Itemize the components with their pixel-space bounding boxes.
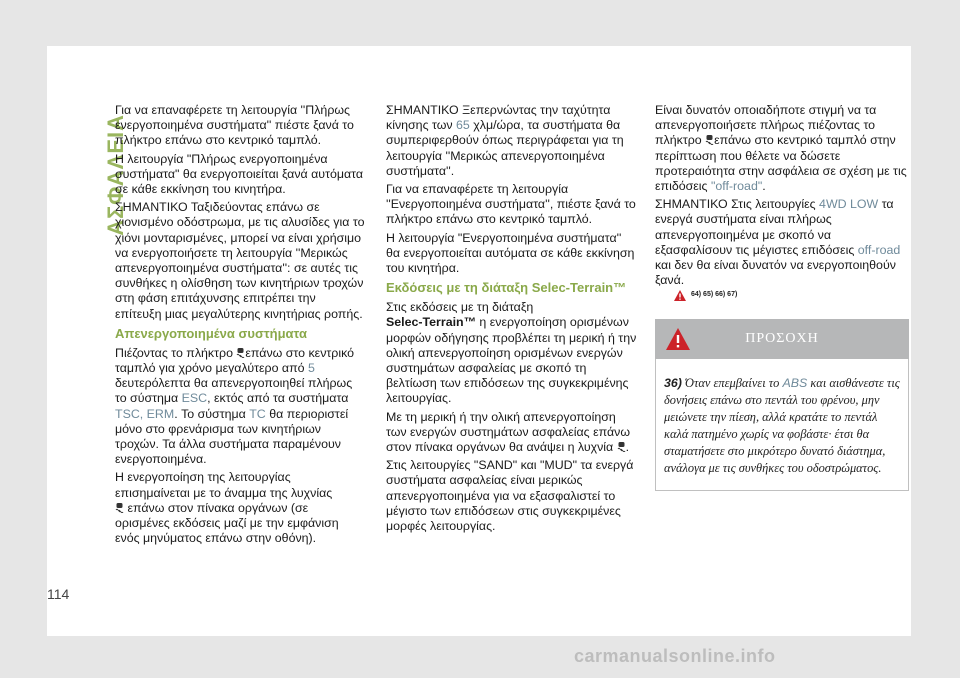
text: δευτερόλεπτα θα απενεργοποιηθεί πλήρως το σύστημα <box>115 376 353 406</box>
car-skid-icon <box>617 441 626 452</box>
text: επάνω στο κεντρικό ταμπλό για χρόνο μεγαλύτερο από <box>115 345 355 376</box>
car-skid-icon <box>705 134 714 145</box>
value: ESC <box>181 391 208 406</box>
section-tab <box>47 46 128 636</box>
warning-triangle-icon <box>673 289 687 302</box>
value: TSC, ERM <box>115 406 175 421</box>
text: Στις εκδόσεις με τη διάταξη <box>386 300 534 315</box>
paragraph <box>115 346 365 468</box>
warning-header <box>655 319 909 359</box>
warning-box <box>655 319 909 491</box>
text: . Το σύστημα <box>174 406 250 421</box>
paragraph: Η λειτουργία "Πλήρως ενεργοποιημένα συστήματα" θα ενεργοποιείται ξανά αυτόματα σε κάθε εκκίνηση του κινητήρα. <box>115 151 364 197</box>
column-1 <box>115 103 365 549</box>
paragraph <box>386 103 638 179</box>
paragraph <box>386 300 638 406</box>
text: Όταν επεμβαίνει το <box>681 376 783 390</box>
text: . <box>762 179 766 194</box>
value: ABS <box>782 376 808 390</box>
value: "off-road" <box>710 179 763 194</box>
reference-numbers: 64) 65) 66) 67) <box>691 291 738 299</box>
text: επάνω στο κεντρικό ταμπλό στην περίπτωση που θέλετε να δώσετε προτεραιότητα στην ασφάλεια σε σχέση με τις επιδόσεις <box>655 133 907 194</box>
text: χλμ/ώρα, τα συστήματα θα συμπεριφερθούν όπως περιγράφεται για τη λειτουργία ''Μερικώς απενεργοποιημένα συστήματα''. <box>386 118 624 178</box>
text: ΣΗΜΑΝΤΙΚΟ Στις λειτουργίες <box>655 197 820 212</box>
text: τα ενεργά συστήματα είναι πλήρως απενεργοποιημένα με σκοπό να εξασφαλίσουν τις μέγιστες επιδόσεις <box>655 197 894 257</box>
text: επάνω στον πίνακα οργάνων (σε ορισμένες εκδόσεις μαζί με την εμφάνιση ενός μηνύματος επάνω στην οθόνη). <box>115 500 339 546</box>
page-number: 114 <box>47 586 70 602</box>
value: 5 <box>307 361 315 376</box>
value: TC <box>249 406 266 421</box>
paragraph: Στις λειτουργίες "SAND" και "MUD" τα ενεργά συστήματα ασφαλείας είναι μερικώς απενεργοποιημένα για να εξασφαλιστεί το μέγιστο των επιδόσεων στις συγκεκριμένες μορφές λειτουργίας. <box>386 458 634 534</box>
column-2 <box>386 103 638 537</box>
warning-text <box>655 359 909 491</box>
warning-title: ΠΡΟΣΟΧΗ <box>745 331 819 346</box>
paragraph <box>115 470 365 546</box>
paragraph: Για να επαναφέρετε τη λειτουργία ''Πλήρως ενεργοποιημένα συστήματα'' πιέστε ξανά το πλήκτρο επάνω στο κεντρικό ταμπλό. <box>115 103 354 148</box>
text: και αισθάνεστε τις δονήσεις επάνω στο πεντάλ του φρένου, μην μειώνετε την πίεση, αλλά κρατάτε το πεντάλ καλά πατημένο χωρίς να φοβάστε· έτσι θα σταματήσετε στο μικρότερο δυνατό διάστημα, ανάλογα με τις συνθήκες του οδοστρώματος. <box>664 376 900 475</box>
value: off-road <box>857 242 901 257</box>
value: 4WD LOW <box>819 197 879 212</box>
text: Πιέζοντας το πλήκτρο <box>115 345 237 360</box>
text: Με τη μερική ή την ολική απενεργοποίηση των ενεργών συστημάτων ασφαλείας επάνω στον πίνακα οργάνων θα ανάψει η λυχνία <box>386 409 631 455</box>
text: , εκτός από τα συστήματα <box>207 391 349 406</box>
watermark: carmanualsonline.info <box>574 646 776 666</box>
text: Η ενεργοποίηση της λειτουργίας επισημαίνεται με το άναμμα της λυχνίας <box>115 470 333 500</box>
column-3 <box>655 103 910 303</box>
paragraph <box>386 410 638 456</box>
warning-triangle-icon <box>665 327 691 351</box>
car-skid-icon <box>115 502 124 513</box>
text: . <box>625 440 630 455</box>
paragraph: ΣΗΜΑΝΤΙΚΟ Ταξιδεύοντας επάνω σε χιονισμένο οδόστρωμα, με τις αλυσίδες για το χιόνι μονταρισμένες, μπορεί να είναι χρήσιμο να ενεργοποιήσετε τη λειτουργία ''Μερικώς απενεργοποιημένα συστήματα'': σε αυτές τις συνθήκες η ολίσθηση των κινητήριων τροχών στη φάση επιτάχυνσης επιτρέπει την επίτευξη μιας μεγαλύτερης κινητήριας ροπής. <box>115 200 365 321</box>
warning-number: 36) <box>664 376 682 390</box>
warning-references <box>673 287 910 302</box>
paragraph <box>655 103 910 194</box>
text: η ενεργοποίηση ορισμένων μορφών οδήγησης προβλέπει τη μερική ή την ολική απενεργοποίηση ορισμένων ενεργών συστημάτων ασφαλείας με σκοπό τη βελτίωση των επιδόσεων της συγκεκριμένης λειτουργίας. <box>386 315 637 406</box>
paragraph: Για να επαναφέρετε τη λειτουργία ''Ενεργοποιημένα συστήματα'', πιέστε ξανά το πλήκτρο επάνω στο κεντρικό ταμπλό. <box>386 182 636 227</box>
paragraph <box>655 197 910 288</box>
text: ΣΗΜΑΝΤΙΚΟ Ξεπερνώντας την ταχύτητα κίνησης των <box>386 103 611 133</box>
value: 65 <box>456 118 470 133</box>
paragraph: Η λειτουργία "Ενεργοποιημένα συστήματα'' θα ενεργοποιείται αυτόματα σε κάθε εκκίνηση του κινητήρα. <box>386 230 635 276</box>
text: θα περιοριστεί μόνο στο φρενάρισμα των κινητήριων τροχών. Τα άλλα συστήματα παραμένουν ενεργοποιημένα. <box>115 406 349 467</box>
section-heading: Εκδόσεις με τη διάταξη Selec-Terrain™ <box>386 280 627 296</box>
text: Είναι δυνατόν οποιαδήποτε στιγμή να τα απενεργοποιήσετε πλήρως πιέζοντας το πλήκτρο <box>655 103 877 148</box>
section-tab-label: ΑΣΦΑΛΕΙΑ <box>103 114 128 236</box>
text: και δεν θα είναι δυνατόν να ενεργοποιηθούν ξανά. <box>655 258 896 288</box>
brand-term: Selec-Terrain™ <box>386 315 476 330</box>
section-heading: Απενεργοποιημένα συστήματα <box>115 325 307 341</box>
